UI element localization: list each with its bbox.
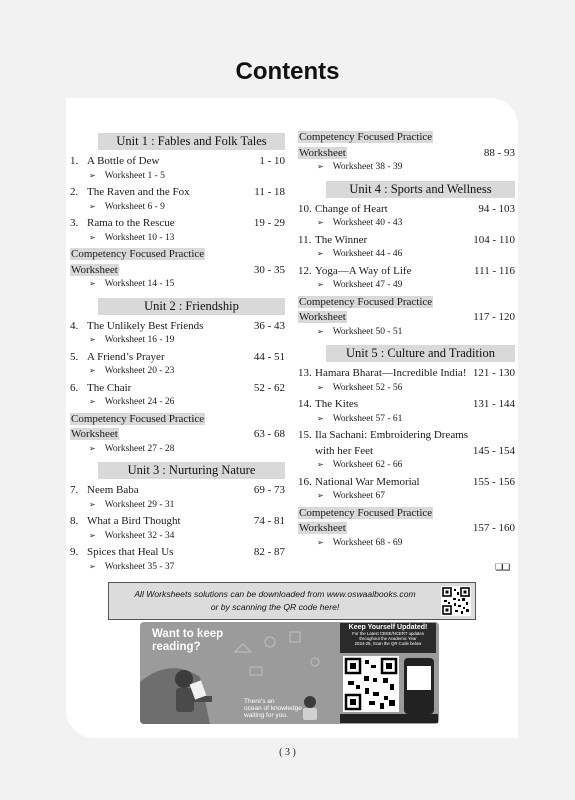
- chapter-row[interactable]: [298, 476, 515, 492]
- cfp-worksheet-row[interactable]: [298, 522, 515, 538]
- chapter-number: 12.: [298, 264, 312, 277]
- worksheet-row: [298, 383, 515, 399]
- arrow-bullet-icon: ➢: [317, 382, 324, 392]
- chapter-row[interactable]: [298, 398, 515, 414]
- worksheet-label: Worksheet 14 - 15: [104, 279, 175, 289]
- chapter-number: 13.: [298, 367, 312, 379]
- chapter-number: 8.: [70, 515, 79, 527]
- chapter-pages: 11 - 18: [254, 186, 285, 198]
- worksheet-row: [70, 171, 285, 187]
- worksheet-row: [70, 444, 285, 460]
- chapter-pages: 52 - 62: [253, 381, 285, 394]
- chapter-number: 7.: [70, 484, 79, 496]
- chapter-title: A Friend’s Prayer: [87, 350, 165, 363]
- chapter-title: Hamara Bharat—Incredible India!: [315, 367, 467, 379]
- keep-updated-title: Keep Yourself Updated!: [348, 624, 428, 631]
- chapter-title: What a Bird Thought: [87, 515, 181, 527]
- chapter-title: A Bottle of Dew: [87, 155, 160, 167]
- cfp-worksheet-label: Worksheet: [71, 263, 118, 276]
- arrow-bullet-icon: ➢: [89, 397, 96, 406]
- keep-updated-box: [340, 623, 436, 653]
- chapter-pages: 82 - 87: [253, 546, 285, 558]
- arrow-bullet-icon: ➢: [89, 232, 96, 242]
- chapter-row[interactable]: [70, 515, 285, 531]
- unit-heading: Unit 4 : Sports and Wellness: [326, 181, 515, 198]
- chapter-pages: 94 - 103: [478, 202, 515, 215]
- worksheet-label: Worksheet 29 - 31: [104, 499, 175, 510]
- promo-banner[interactable]: [140, 622, 439, 724]
- worksheet-row: [298, 162, 515, 178]
- chapter-title: Rama to the Rescue: [87, 217, 175, 229]
- chapter-title-continued: with her Feet: [315, 444, 374, 457]
- arrow-bullet-icon: ➢: [317, 218, 324, 227]
- worksheet-row: [298, 538, 515, 554]
- ocean-of-knowledge-text: [244, 698, 302, 719]
- end-mark: ❏❏: [495, 562, 510, 572]
- chapter-pages: 121 - 130: [472, 367, 515, 379]
- cfp-title-row[interactable]: [70, 413, 285, 429]
- cfp-worksheet-label: Worksheet: [299, 522, 346, 534]
- chapter-row[interactable]: [70, 546, 285, 562]
- cfp-title: Competency Focused Practice: [71, 412, 205, 425]
- chapter-title: The Chair: [87, 381, 132, 394]
- chapter-row[interactable]: [70, 320, 285, 336]
- worksheet-row: [70, 279, 285, 295]
- arrow-bullet-icon: ➢: [89, 561, 96, 571]
- cfp-title: Competency Focused Practice: [299, 131, 433, 143]
- arrow-bullet-icon: ➢: [89, 170, 96, 180]
- cfp-worksheet-row[interactable]: [298, 147, 515, 163]
- chapter-pages: 145 - 154: [472, 444, 515, 457]
- worksheet-label: Worksheet 50 - 51: [332, 326, 403, 337]
- chapter-row[interactable]: [70, 351, 285, 367]
- want-to-keep-reading-text: [152, 628, 223, 654]
- arrow-bullet-icon: ➢: [89, 201, 96, 211]
- chapter-pages: 131 - 144: [472, 398, 515, 410]
- worksheet-label: Worksheet 68 - 69: [332, 537, 403, 548]
- cfp-worksheet-row[interactable]: [298, 311, 515, 327]
- notice-line-2: or by scanning the QR code here!: [210, 602, 340, 612]
- worksheet-row: [298, 414, 515, 430]
- chapter-row[interactable]: [298, 429, 515, 445]
- notice-line-1: All Worksheets solutions can be downloaded from www.oswaalbooks.com: [134, 589, 416, 599]
- update-line-2: throughout the Academic Year: [359, 636, 417, 641]
- chapter-row-continued[interactable]: [298, 445, 515, 461]
- unit-heading: Unit 3 : Nurturing Nature: [98, 462, 285, 479]
- ocean-line-1: There's an: [244, 698, 275, 705]
- chapter-pages: 111 - 116: [474, 264, 515, 277]
- cfp-pages: 30 - 35: [253, 263, 285, 276]
- chapter-row[interactable]: [298, 234, 515, 250]
- phone-icon: [404, 658, 434, 714]
- chapter-number: 3.: [70, 217, 79, 229]
- worksheet-label: Worksheet 35 - 37: [104, 561, 175, 572]
- chapter-row[interactable]: [298, 265, 515, 281]
- chapter-title: National War Memorial: [315, 475, 420, 488]
- chapter-title: Yoga—A Way of Life: [315, 264, 412, 277]
- chapter-pages: 155 - 156: [472, 475, 515, 488]
- cfp-pages: 63 - 68: [253, 428, 285, 440]
- cfp-worksheet-row[interactable]: [70, 264, 285, 280]
- chapter-title: Ila Sachani: Embroidering Dreams: [315, 429, 469, 441]
- arrow-bullet-icon: ➢: [317, 460, 324, 469]
- worksheet-row: [298, 327, 515, 343]
- chapter-row[interactable]: [70, 382, 285, 398]
- worksheet-row: [298, 280, 515, 296]
- chapter-pages: 69 - 73: [253, 484, 285, 496]
- chapter-number: 15.: [298, 429, 312, 441]
- arrow-bullet-icon: ➢: [317, 491, 324, 500]
- chapter-title: Spices that Heal Us: [87, 546, 174, 558]
- want-line-1: Want to keep: [152, 628, 224, 640]
- chapter-row[interactable]: [70, 155, 285, 171]
- worksheet-label: Worksheet 44 - 46: [332, 249, 403, 259]
- qr-code-icon[interactable]: [343, 656, 399, 712]
- chapter-title: Change of Heart: [315, 202, 388, 215]
- chapter-row[interactable]: [298, 203, 515, 219]
- worksheet-solutions-notice: [108, 582, 476, 620]
- arrow-bullet-icon: ➢: [317, 280, 324, 289]
- arrow-bullet-icon: ➢: [317, 537, 324, 547]
- worksheet-row: [70, 335, 285, 351]
- chapter-pages: 1 - 10: [259, 155, 285, 167]
- worksheet-row: [70, 500, 285, 516]
- worksheet-row: [70, 397, 285, 413]
- unit-heading: Unit 5 : Culture and Tradition: [326, 345, 515, 362]
- worksheet-row: [70, 202, 285, 218]
- chapter-number: 4.: [70, 319, 79, 332]
- worksheet-row: [70, 366, 285, 382]
- worksheet-label: Worksheet 32 - 34: [104, 530, 175, 541]
- arrow-bullet-icon: ➢: [89, 366, 96, 375]
- want-line-2: reading?: [152, 641, 201, 653]
- worksheet-label: Worksheet 27 - 28: [104, 443, 175, 454]
- qr-code-icon[interactable]: [441, 586, 471, 616]
- cfp-title-row[interactable]: [70, 248, 285, 264]
- arrow-bullet-icon: ➢: [317, 413, 324, 423]
- cfp-title: Competency Focused Practice: [299, 506, 433, 519]
- chapter-number: 11.: [298, 233, 312, 246]
- page-number: ( 3 ): [279, 747, 296, 758]
- cfp-worksheet-label: Worksheet: [299, 311, 346, 323]
- cfp-pages: 117 - 120: [473, 311, 515, 323]
- chapter-pages: 19 - 29: [253, 217, 285, 229]
- page-title: Contents: [235, 58, 340, 85]
- chapter-pages: 44 - 51: [253, 350, 285, 363]
- chapter-number: 9.: [70, 546, 79, 558]
- chapter-row[interactable]: [298, 367, 515, 383]
- cfp-title-row[interactable]: [298, 296, 515, 312]
- worksheet-label: Worksheet 47 - 49: [332, 280, 403, 290]
- chapter-title: The Raven and the Fox: [87, 186, 190, 198]
- arrow-bullet-icon: ➢: [89, 499, 96, 509]
- chapter-pages: 104 - 110: [473, 233, 515, 246]
- chapter-number: 2.: [70, 186, 79, 198]
- cfp-worksheet-label: Worksheet: [71, 428, 118, 440]
- arrow-bullet-icon: ➢: [89, 335, 96, 344]
- worksheet-label: Worksheet 6 - 9: [104, 201, 165, 212]
- arrow-bullet-icon: ➢: [89, 443, 96, 453]
- arrow-bullet-icon: ➢: [89, 530, 96, 540]
- worksheet-row: [298, 249, 515, 265]
- chapter-number: 16.: [298, 475, 312, 488]
- worksheet-label: Worksheet 57 - 61: [332, 413, 403, 424]
- cfp-title-row[interactable]: [298, 131, 515, 147]
- arrow-bullet-icon: ➢: [317, 326, 324, 336]
- update-line-1: For the Latest CBSE/NCERT updates: [352, 631, 424, 636]
- worksheet-label: Worksheet 38 - 39: [332, 162, 403, 172]
- arrow-bullet-icon: ➢: [317, 249, 324, 258]
- arrow-bullet-icon: ➢: [89, 279, 96, 288]
- worksheet-label: Worksheet 10 - 13: [104, 232, 175, 243]
- chapter-row[interactable]: [70, 186, 285, 202]
- worksheet-label: Worksheet 1 - 5: [104, 170, 165, 181]
- contents-column-right: [298, 131, 515, 553]
- chapter-number: 14.: [298, 398, 312, 410]
- worksheet-label: Worksheet 16 - 19: [104, 335, 175, 345]
- worksheet-label: Worksheet 40 - 43: [332, 218, 403, 228]
- cfp-title: Competency Focused Practice: [71, 248, 205, 260]
- worksheet-label: Worksheet 62 - 66: [332, 460, 403, 470]
- chapter-number: 5.: [70, 350, 79, 363]
- chapter-pages: 36 - 43: [253, 319, 285, 332]
- chapter-row[interactable]: [70, 484, 285, 500]
- update-line-3: 2024-25, Scan the QR Code below: [354, 641, 422, 646]
- chapter-pages: 74 - 81: [253, 515, 285, 527]
- cfp-pages: 157 - 160: [472, 522, 515, 534]
- chapter-number: 10.: [298, 202, 312, 215]
- unit-heading: Unit 1 : Fables and Folk Tales: [98, 133, 285, 150]
- worksheet-row: [298, 491, 515, 507]
- cfp-title-row[interactable]: [298, 507, 515, 523]
- chapter-title: Neem Baba: [87, 484, 139, 496]
- worksheet-row: [70, 531, 285, 547]
- worksheet-label: Worksheet 67: [332, 491, 385, 501]
- worksheet-label: Worksheet 52 - 56: [332, 382, 403, 393]
- chapter-title: The Winner: [315, 233, 368, 246]
- chapter-row[interactable]: [70, 217, 285, 233]
- website-strip: [340, 714, 438, 723]
- unit-heading: Unit 2 : Friendship: [98, 298, 285, 315]
- ocean-line-2: ocean of knowledge: [244, 705, 302, 712]
- worksheet-label: Worksheet 24 - 26: [104, 397, 175, 407]
- chapter-title: The Kites: [315, 398, 359, 410]
- cfp-pages: 88 - 93: [483, 146, 515, 159]
- worksheet-row: [298, 218, 515, 234]
- cfp-worksheet-label: Worksheet: [299, 146, 346, 159]
- ocean-line-3: waiting for you.: [244, 712, 288, 719]
- worksheet-row: [70, 233, 285, 249]
- contents-column-left: [70, 133, 285, 577]
- arrow-bullet-icon: ➢: [317, 162, 324, 171]
- cfp-title: Competency Focused Practice: [299, 295, 433, 308]
- chapter-number: 1.: [70, 155, 79, 167]
- chapter-title: The Unlikely Best Friends: [87, 319, 204, 332]
- worksheet-row: [70, 562, 285, 578]
- worksheet-row: [298, 460, 515, 476]
- chapter-number: 6.: [70, 381, 79, 394]
- worksheet-label: Worksheet 20 - 23: [104, 366, 175, 376]
- cfp-worksheet-row[interactable]: [70, 428, 285, 444]
